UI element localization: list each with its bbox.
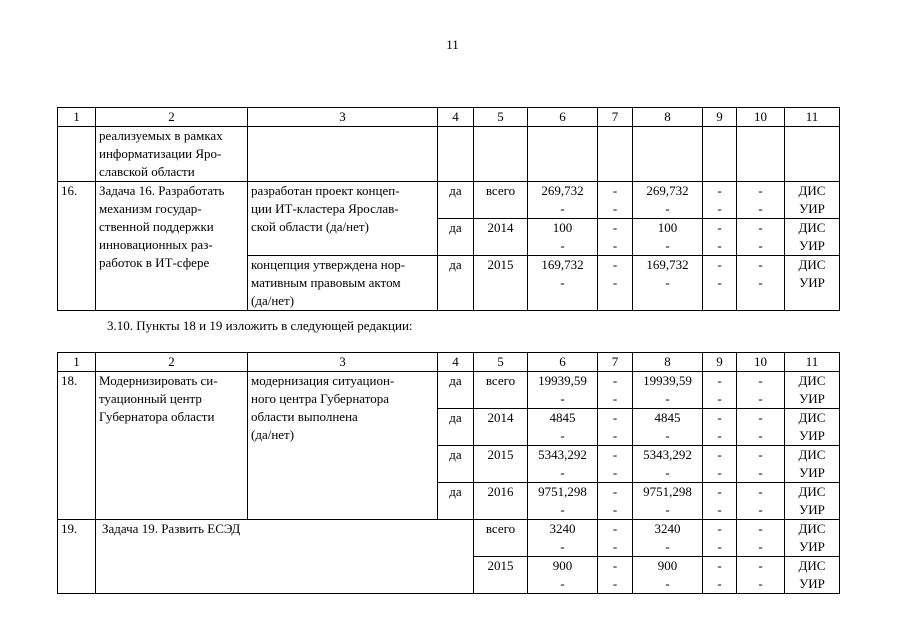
cell-col10: - -	[737, 182, 785, 219]
cell-executor: ДИС УИР	[785, 557, 840, 594]
cell-year: 2015	[474, 446, 528, 483]
cell-col7: - -	[598, 483, 633, 520]
cell-year: всего	[474, 520, 528, 557]
table-row	[58, 372, 840, 409]
cell-total: 19939,59 -	[528, 372, 598, 409]
cell-flag: да	[438, 446, 474, 483]
col-header: 7	[598, 108, 633, 127]
cell-col8: 269,732 -	[633, 182, 703, 219]
col-header: 3	[248, 108, 438, 127]
col-header: 8	[633, 108, 703, 127]
cell-total: 9751,298 -	[528, 483, 598, 520]
cell-col8: 900 -	[633, 557, 703, 594]
cell-col10: - -	[737, 446, 785, 483]
cell-executor: ДИС УИР	[785, 256, 840, 311]
cell-total: 269,732 -	[528, 182, 598, 219]
table-row	[58, 520, 840, 557]
cell-executor: ДИС УИР	[785, 446, 840, 483]
cell-col7: - -	[598, 256, 633, 311]
cell-col8: 100 -	[633, 219, 703, 256]
indicator-text: модернизация ситуацион- ного центра Губернатора области выполнена (да/нет)	[248, 372, 438, 520]
cell-col9: - -	[703, 372, 737, 409]
cell-flag: да	[438, 372, 474, 409]
col-header: 11	[785, 353, 840, 372]
cell-flag: да	[438, 483, 474, 520]
cell-col7: - -	[598, 446, 633, 483]
cell-year: всего	[474, 182, 528, 219]
col-header: 9	[703, 108, 737, 127]
col-header: 1	[58, 108, 96, 127]
header-row	[58, 353, 840, 372]
cell-col10: - -	[737, 372, 785, 409]
cell-executor: ДИС УИР	[785, 372, 840, 409]
cell-col8: 19939,59 -	[633, 372, 703, 409]
indicator-text: концепция утверждена нор- мативным правовым актом (да/нет)	[248, 256, 438, 311]
amendment-note: 3.10. Пункты 18 и 19 изложить в следующей редакции:	[107, 318, 413, 333]
col-header: 3	[248, 353, 438, 372]
cell-total: 3240 -	[528, 520, 598, 557]
cell-year: 2015	[474, 256, 528, 311]
col-header: 5	[474, 353, 528, 372]
cell-year: всего	[474, 372, 528, 409]
cell-col8: 4845 -	[633, 409, 703, 446]
col-header: 9	[703, 353, 737, 372]
col-header: 1	[58, 353, 96, 372]
cell-flag: да	[438, 409, 474, 446]
cell-col9: - -	[703, 557, 737, 594]
col-header: 4	[438, 353, 474, 372]
cell-flag: да	[438, 256, 474, 311]
row-number: 19.	[58, 520, 96, 594]
indicator-text: разработан проект концеп- ции ИТ-кластера Ярослав- ской области (да/нет)	[248, 182, 438, 256]
cell-col9: - -	[703, 446, 737, 483]
col-header: 6	[528, 108, 598, 127]
cell-total: 100 -	[528, 219, 598, 256]
row-number: 18.	[58, 372, 96, 520]
cell-flag: да	[438, 182, 474, 219]
cell-executor: ДИС УИР	[785, 409, 840, 446]
table-continuation	[57, 107, 840, 311]
col-header: 8	[633, 353, 703, 372]
cell-col10: - -	[737, 256, 785, 311]
cell-executor: ДИС УИР	[785, 182, 840, 219]
task-text: Задача 19. Развить ЕСЭД	[96, 520, 474, 594]
cell-col10: - -	[737, 219, 785, 256]
cell-col8: 5343,292 -	[633, 446, 703, 483]
cell-executor: ДИС УИР	[785, 219, 840, 256]
cell-total: 900 -	[528, 557, 598, 594]
cell-col7: - -	[598, 520, 633, 557]
cell-year: 2016	[474, 483, 528, 520]
cell-col7: - -	[598, 409, 633, 446]
cell-year: 2014	[474, 219, 528, 256]
cell-col9: - -	[703, 483, 737, 520]
table-row	[58, 127, 840, 182]
cell-col7: - -	[598, 372, 633, 409]
cell-executor: ДИС УИР	[785, 520, 840, 557]
cell-col10: - -	[737, 520, 785, 557]
cell-col7: - -	[598, 557, 633, 594]
col-header: 7	[598, 353, 633, 372]
col-header: 4	[438, 108, 474, 127]
col-header: 11	[785, 108, 840, 127]
cell-col9: - -	[703, 520, 737, 557]
cell-col9: - -	[703, 219, 737, 256]
col-header: 5	[474, 108, 528, 127]
header-row	[58, 108, 840, 127]
task-text: Задача 16. Разработать механизм государ- ственной поддержки инновационных раз- работок в ИТ-сфере	[96, 182, 248, 311]
cell-col9: - -	[703, 182, 737, 219]
cell-year: 2015	[474, 557, 528, 594]
cell-col8: 3240 -	[633, 520, 703, 557]
row-number: 16.	[58, 182, 96, 311]
table-items-18-19	[57, 352, 840, 594]
cell-col7: - -	[598, 182, 633, 219]
cell-total: 4845 -	[528, 409, 598, 446]
page-number: 11	[446, 37, 459, 52]
cell-col10: - -	[737, 409, 785, 446]
col-header: 2	[96, 108, 248, 127]
cell-col9: - -	[703, 256, 737, 311]
cell-flag: да	[438, 219, 474, 256]
cell-total: 5343,292 -	[528, 446, 598, 483]
cell-col10: - -	[737, 557, 785, 594]
cell-total: 169,732 -	[528, 256, 598, 311]
cell-col9: - -	[703, 409, 737, 446]
cell-col8: 169,732 -	[633, 256, 703, 311]
cell-col10: - -	[737, 483, 785, 520]
col-header: 2	[96, 353, 248, 372]
cell-year: 2014	[474, 409, 528, 446]
col-header: 6	[528, 353, 598, 372]
continued-task-text: реализуемых в рамках информатизации Яро- славской области	[96, 127, 248, 182]
cell-col7: - -	[598, 219, 633, 256]
task-text: Модернизировать си- туационный центр Губернатора области	[96, 372, 248, 520]
table-row	[58, 182, 840, 219]
col-header: 10	[737, 353, 785, 372]
cell-col8: 9751,298 -	[633, 483, 703, 520]
col-header: 10	[737, 108, 785, 127]
cell-executor: ДИС УИР	[785, 483, 840, 520]
